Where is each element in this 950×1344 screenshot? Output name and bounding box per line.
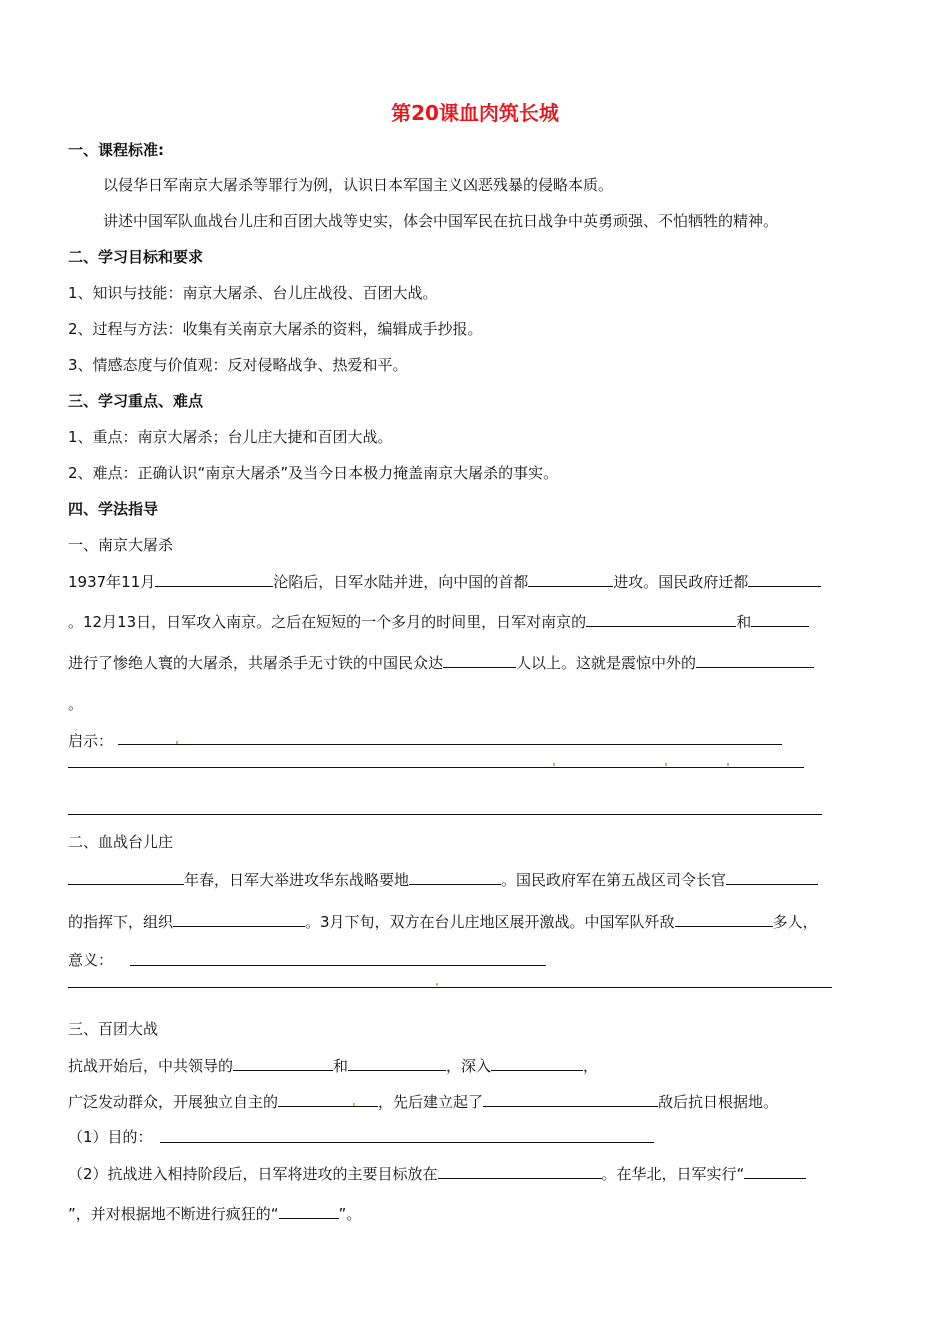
key-point-item: 1、重点：南京大屠杀；台儿庄大捷和百团大战。 xyxy=(68,428,393,446)
answer-line[interactable] xyxy=(118,744,782,745)
fill-blank[interactable] xyxy=(438,1163,602,1179)
page-title: 第20课血肉筑长城 xyxy=(391,101,559,125)
baituan-line-2 xyxy=(68,1091,778,1112)
scan-speck xyxy=(553,763,555,766)
baituan-question-2 xyxy=(68,1163,806,1184)
fill-blank[interactable] xyxy=(726,869,818,885)
section-heading-key-points: 三、学习重点、难点 xyxy=(68,392,204,410)
fill-blank[interactable] xyxy=(748,571,821,587)
objective-item: 3、情感态度与价值观：反对侵略战争、热爱和平。 xyxy=(68,356,408,374)
subsection-heading-taierzhuang: 二、血战台儿庄 xyxy=(68,833,174,851)
fill-blank[interactable] xyxy=(233,1055,333,1071)
baituan-line-1 xyxy=(68,1055,598,1076)
fill-blank[interactable] xyxy=(173,911,305,927)
answer-line[interactable] xyxy=(160,1142,654,1143)
text: ，深入 xyxy=(446,1057,492,1075)
text: ，先后建立起了 xyxy=(378,1093,484,1111)
meaning-label: 意义： xyxy=(68,951,114,969)
text: 抗战开始后，中共领导的 xyxy=(68,1057,234,1075)
answer-line[interactable] xyxy=(68,814,822,815)
text: 的指挥下，组织 xyxy=(68,913,174,931)
text: 多人， xyxy=(772,913,818,931)
fill-blank[interactable] xyxy=(279,1203,339,1219)
text: 进行了惨绝人寰的大屠杀，共屠杀手无寸铁的中国民众达 xyxy=(68,654,444,672)
answer-line[interactable] xyxy=(130,965,546,966)
text: 敌后抗日根据地。 xyxy=(658,1093,779,1111)
taierzhuang-line-2 xyxy=(68,911,818,932)
text: （2）抗战进入相持阶段后，日军将进攻的主要目标放在 xyxy=(68,1165,438,1183)
fill-blank[interactable] xyxy=(528,571,613,587)
text: ”。 xyxy=(338,1205,362,1223)
nanjing-line-2 xyxy=(68,611,809,632)
text: 和 xyxy=(736,613,752,631)
fill-blank[interactable] xyxy=(483,1091,658,1107)
text: 和 xyxy=(333,1057,349,1075)
scan-speck xyxy=(436,983,438,986)
curriculum-standard-1: 以侵华日军南京大屠杀等罪行为例，认识日本军国主义凶恶残暴的侵略本质。 xyxy=(103,176,614,194)
fill-blank[interactable] xyxy=(409,869,501,885)
fill-blank[interactable] xyxy=(155,571,273,587)
text: 。12月13日，日军攻入南京。之后在短短的一个多月的时间里，日军对南京的 xyxy=(68,613,587,631)
text: 。3月下旬，双方在台儿庄地区展开激战。中国军队歼敌 xyxy=(305,913,675,931)
subsection-heading-nanjing: 一、南京大屠杀 xyxy=(68,536,174,554)
scan-speck xyxy=(727,763,729,766)
text: 。国民政府军在第五战区司令长官 xyxy=(501,871,727,889)
scan-speck xyxy=(353,1103,355,1106)
key-point-item: 2、难点：正确认识“南京大屠杀”及当今日本极力掩盖南京大屠杀的事实。 xyxy=(68,464,559,482)
scan-speck xyxy=(176,741,178,744)
fill-blank[interactable] xyxy=(586,611,736,627)
purpose-label: （1）目的： xyxy=(68,1128,153,1146)
taierzhuang-line-1 xyxy=(68,869,818,890)
text: 1937年11月 xyxy=(68,573,156,591)
nanjing-line-3 xyxy=(68,652,814,673)
fill-blank[interactable] xyxy=(696,652,814,668)
fill-blank[interactable] xyxy=(443,652,516,668)
curriculum-standard-2: 讲述中国军队血战台儿庄和百团大战等史实，体会中国军民在抗日战争中英勇顽强、不怕牺牲的精神。 xyxy=(103,212,779,230)
objective-item: 1、知识与技能：南京大屠杀、台儿庄战役、百团大战。 xyxy=(68,284,438,302)
section-heading-objectives: 二、学习目标和要求 xyxy=(68,248,204,266)
nanjing-line-4: 。 xyxy=(68,695,84,713)
text: 广泛发动群众，开展独立自主的 xyxy=(68,1093,279,1111)
fill-blank[interactable] xyxy=(675,911,773,927)
text: ， xyxy=(583,1057,599,1075)
text: 。在华北，日军实行“ xyxy=(601,1165,745,1183)
text: 人以上。这就是震惊中外的 xyxy=(516,654,697,672)
subsection-heading-hundred-regiments: 三、百团大战 xyxy=(68,1020,159,1038)
answer-line[interactable] xyxy=(68,767,804,768)
text: 沦陷后，日军水陆并进，向中国的首都 xyxy=(273,573,529,591)
section-heading-curriculum: 一、课程标准: xyxy=(68,141,164,159)
text: ”，并对根据地不断进行疯狂的“ xyxy=(68,1205,279,1223)
fill-blank[interactable] xyxy=(348,1055,446,1071)
fill-blank[interactable] xyxy=(491,1055,583,1071)
nanjing-line-1 xyxy=(68,571,821,592)
scan-speck xyxy=(665,763,667,766)
baituan-question-2-cont xyxy=(68,1203,361,1224)
objective-item: 2、过程与方法：收集有关南京大屠杀的资料，编辑成手抄报。 xyxy=(68,320,483,338)
fill-blank[interactable] xyxy=(744,1163,806,1179)
answer-line[interactable] xyxy=(68,987,832,988)
text: 进攻。国民政府迁都 xyxy=(613,573,749,591)
text: 年春，日军大举进攻华东战略要地 xyxy=(184,871,410,889)
insight-label: 启示： xyxy=(68,732,114,750)
fill-blank[interactable] xyxy=(68,869,184,885)
fill-blank[interactable] xyxy=(278,1091,378,1107)
fill-blank[interactable] xyxy=(751,611,809,627)
section-heading-study-guide: 四、学法指导 xyxy=(68,500,159,518)
